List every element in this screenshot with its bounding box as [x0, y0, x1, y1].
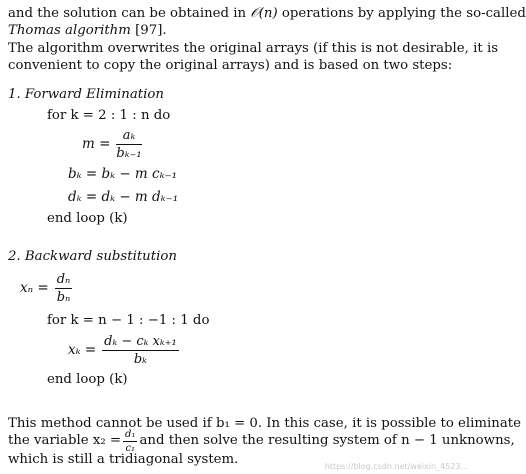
step2-loop-for: for k = n − 1 : −1 : 1 do — [47, 313, 210, 328]
xn-lhs: xₙ = — [20, 280, 49, 296]
outro-line-3: which is still a tridiagonal system. — [8, 452, 239, 467]
m-denominator: bₖ₋₁ — [116, 145, 142, 161]
x2-numerator: d₁ — [125, 428, 136, 440]
outro-line-2-text-a: the variable x₂ = — [8, 433, 122, 448]
xn-numerator: dₙ — [56, 271, 71, 287]
outro-line-1: This method cannot be used if b₁ = 0. In this case, it is possible to eliminate — [8, 416, 521, 431]
algorithm-name: Thomas algorithm — [8, 23, 131, 38]
step1-b-update: bₖ = bₖ − m cₖ₋₁ — [68, 166, 178, 182]
intro-line-2 — [8, 23, 167, 39]
m-lhs: m = — [82, 136, 111, 152]
source-watermark: https://blog.csdn.net/weixin_4523... — [324, 462, 468, 471]
xk-fraction — [102, 334, 179, 367]
step2-xn-equation — [20, 270, 72, 306]
citation: [97]. — [130, 23, 167, 38]
step2-loop-end: end loop (k) — [47, 372, 128, 387]
intro-line-3: The algorithm overwrites the original arrays (if this is not desirable, it is — [8, 41, 499, 56]
outro-line-2-text-b: and then solve the resulting system of n − 1 unknowns, — [139, 433, 515, 448]
intro-line-1-text-a: and the solution can be obtained in — [8, 6, 251, 21]
x2-fraction — [123, 429, 137, 454]
xk-numerator: dₖ − cₖ xₖ₊₁ — [104, 333, 177, 349]
step1-loop-for: for k = 2 : 1 : n do — [47, 108, 171, 123]
xk-denominator: bₖ — [133, 351, 147, 367]
step2-heading: 2. Backward substitution — [8, 249, 177, 264]
step1-d-update: dₖ = dₖ − m dₖ₋₁ — [68, 189, 179, 205]
complexity-expression: 𝒪(n) — [250, 6, 278, 21]
intro-line-1-text-b: operations by applying the so-called — [277, 6, 526, 21]
intro-line-1 — [8, 6, 526, 22]
step1-heading: 1. Forward Elimination — [8, 87, 164, 102]
m-numerator: aₖ — [116, 128, 141, 145]
x2-denominator: c₁ — [125, 442, 136, 454]
intro-line-4: convenient to copy the original arrays) and is based on two steps: — [8, 58, 453, 73]
xk-lhs: xₖ = — [68, 342, 97, 358]
xn-denominator: bₙ — [56, 289, 71, 305]
step1-m-equation — [82, 126, 142, 162]
step2-xk-equation — [68, 332, 179, 368]
step1-loop-end: end loop (k) — [47, 211, 128, 226]
outro-line-2 — [8, 428, 515, 454]
m-fraction — [116, 128, 141, 161]
xn-fraction — [55, 272, 73, 305]
